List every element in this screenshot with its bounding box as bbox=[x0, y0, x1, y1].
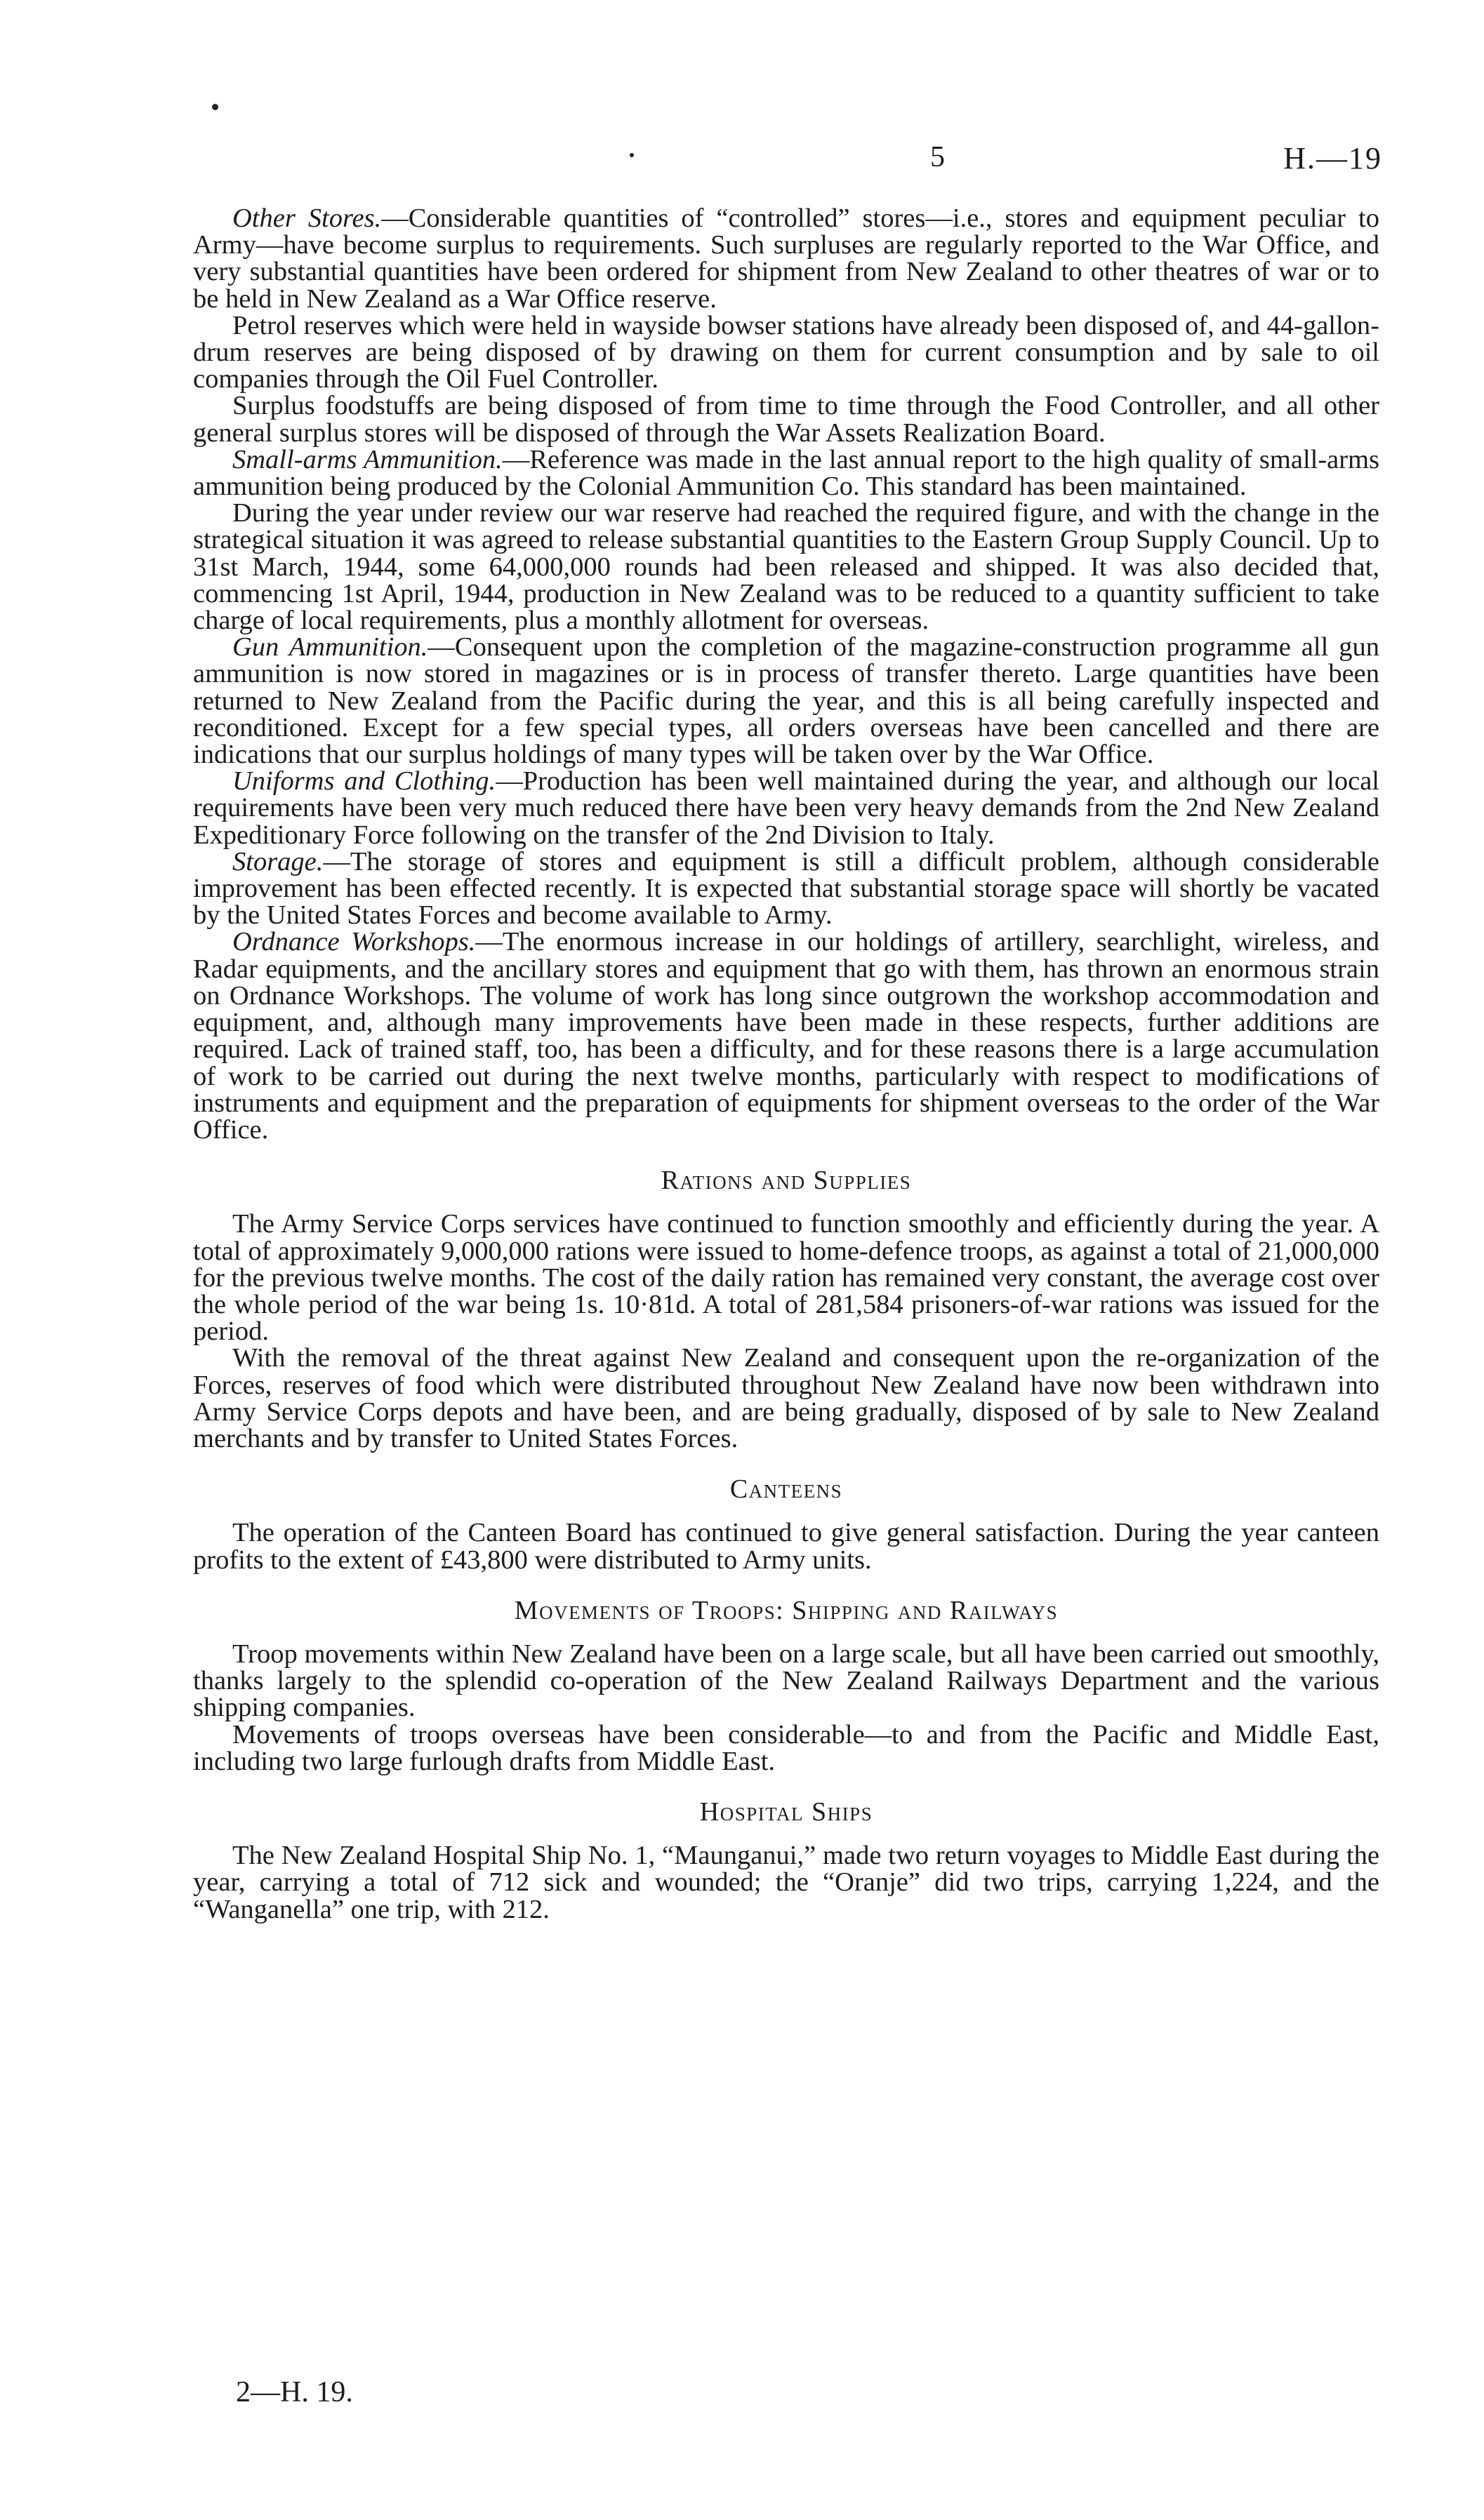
paragraph-text: —The storage of stores and equipment is still a difficult problem, although considerable improvement has been effected recently. It is expected that substantial storage space will shortly be vacated by the United States Forces and become available to Army. bbox=[193, 846, 1379, 931]
paragraph-lead-title: Storage. bbox=[232, 846, 324, 876]
paragraph bbox=[193, 500, 1379, 634]
paragraph-text: —Reference was made in the last annual report to the high quality of small-arms ammunition being produced by the Colonial Ammunition Co. This standard has been maintained. bbox=[193, 444, 1380, 502]
paragraph-lead-title: Other Stores. bbox=[232, 204, 382, 233]
section-heading: Rations and Supplies bbox=[661, 1166, 912, 1196]
paragraph bbox=[193, 446, 1379, 500]
page-number: 5 bbox=[930, 141, 945, 173]
paragraph bbox=[193, 1519, 1379, 1573]
paragraph-text: The Army Service Corps services have continued to function smoothly and efficiently during the year. A total of approximately 9,000,000 rations were issued to home-defence troops, as against a total of 21,000,000 for the previous twelve months. The cost of the daily ration has remained very constant, the average cost over the whole period of the war being 1s. 10·81d. A total of 281,584 prisoners-of-war rations was issued for the period. bbox=[193, 1209, 1379, 1347]
paragraph bbox=[193, 312, 1379, 393]
print-speck bbox=[212, 104, 218, 110]
paragraph bbox=[193, 1641, 1379, 1721]
paragraph bbox=[193, 768, 1379, 848]
paragraph-lead-title: Gun Ammunition. bbox=[232, 632, 428, 662]
paragraph bbox=[193, 205, 1379, 312]
section-heading: Movements of Troops: Shipping and Railways bbox=[514, 1595, 1059, 1625]
paragraph-lead-title: Small-arms Ammunition. bbox=[232, 444, 503, 474]
section-heading: Hospital Ships bbox=[699, 1796, 873, 1827]
paragraph-lead-title: Uniforms and Clothing. bbox=[232, 766, 496, 796]
paragraph bbox=[193, 1211, 1379, 1345]
paragraph bbox=[193, 928, 1379, 1143]
paragraph-text: The New Zealand Hospital Ship No. 1, “Maunganui,” made two return voyages to Middle East during the year, carrying a total of 712 sick and wounded; the “Oranje” did two trips, carrying 1,224, and the “Wanganella” one trip, with 212. bbox=[193, 1841, 1379, 1924]
section-heading: Canteens bbox=[729, 1474, 843, 1505]
paragraph bbox=[193, 634, 1379, 768]
paragraph-text: The operation of the Canteen Board has continued to give general satisfaction. During the year canteen profits to the extent of £43,800 were distributed to Army units. bbox=[193, 1518, 1379, 1575]
paragraph-text: —The enormous increase in our holdings of artillery, searchlight, wireless, and Radar equipments, and the ancillary stores and equipment that go with them, has thrown an enormous strain on Ordnance Workshops. The volume of work has long since outgrown the workshop accommodation and equipment, and, although many improvements have been made in these respects, further additions are required. Lack of trained staff, too, has been a difficulty, and for these reasons there is a large accumulation of work to be carried out during the next twelve months, particularly with respect to modifications of instruments and equipment and the preparation of equipments for shipment overseas to the order of the War Office. bbox=[193, 927, 1379, 1145]
paragraph-text: Surplus foodstuffs are being disposed of from time to time through the Food Controller, and all other general surplus stores will be disposed of through the War Assets Realization Board. bbox=[193, 391, 1379, 448]
paragraph-text: Movements of troops overseas have been considerable—to and from the Pacific and Middle East, including two large furlough drafts from Middle East. bbox=[193, 1719, 1379, 1776]
paragraph bbox=[193, 392, 1379, 446]
paragraph bbox=[193, 1345, 1379, 1452]
signature-reference: 2—H. 19. bbox=[236, 2376, 353, 2408]
paragraph bbox=[193, 1842, 1379, 1923]
paragraph-lead-title: Ordnance Workshops. bbox=[232, 927, 476, 957]
document-reference: H.—19 bbox=[1283, 141, 1382, 175]
paragraph-text: —Production has been well maintained during the year, and although our local requirements have been very much reduced there have been very heavy demands from the 2nd New Zealand Expeditionary Force following on the transfer of the 2nd Division to Italy. bbox=[193, 766, 1379, 850]
paragraph-text: —Consequent upon the completion of the magazine-construction programme all gun ammunition is now stored in magazines or is in process of transfer thereto. Large quantities have been returned to New Zealand from the Pacific during the year, and this is all being carefully inspected and reconditioned. Except for a few special types, all orders overseas have been cancelled and there are indications that our surplus holdings of many types will be taken over by the War Office. bbox=[193, 632, 1379, 770]
paragraph-text: During the year under review our war reserve had reached the required figure, and with the change in the strategical situation it was agreed to release substantial quantities to the Eastern Group Supply Council. Up to 31st March, 1944, some 64,000,000 rounds had been released and shipped. It was also decided that, commencing 1st April, 1944, production in New Zealand was to be reduced to a quantity sufficient to take charge of local requirements, plus a monthly allotment for overseas. bbox=[193, 498, 1379, 636]
paragraph-text: With the removal of the threat against New Zealand and consequent upon the re-organization of the Forces, reserves of food which were distributed throughout New Zealand have now been withdrawn into Army Service Corps depots and have been, and are being gradually, disposed of by sale to New Zealand merchants and by transfer to United States Forces. bbox=[193, 1343, 1379, 1453]
document-body bbox=[193, 205, 1379, 1923]
paragraph bbox=[193, 1721, 1379, 1775]
paragraph bbox=[193, 848, 1379, 929]
paragraph-text: —Considerable quantities of “controlled” stores—i.e., stores and equipment peculiar to Army—have become surplus to requirements. Such surpluses are regularly reported to the War Office, and very substantial quantities have been ordered for shipment from New Zealand to other theatres of war or to be held in New Zealand as a War Office reserve. bbox=[193, 204, 1379, 314]
paragraph-text: Petrol reserves which were held in wayside bowser stations have already been disposed of, and 44-gallon-drum reserves are being disposed of by drawing on them for current consumption and by sale to oil companies through the Oil Fuel Controller. bbox=[193, 310, 1379, 394]
page-header bbox=[193, 140, 1382, 182]
paragraph-text: Troop movements within New Zealand have been on a large scale, but all have been carried out smoothly, thanks largely to the splendid co-operation of the New Zealand Railways Department and the various shipping companies. bbox=[193, 1639, 1379, 1723]
